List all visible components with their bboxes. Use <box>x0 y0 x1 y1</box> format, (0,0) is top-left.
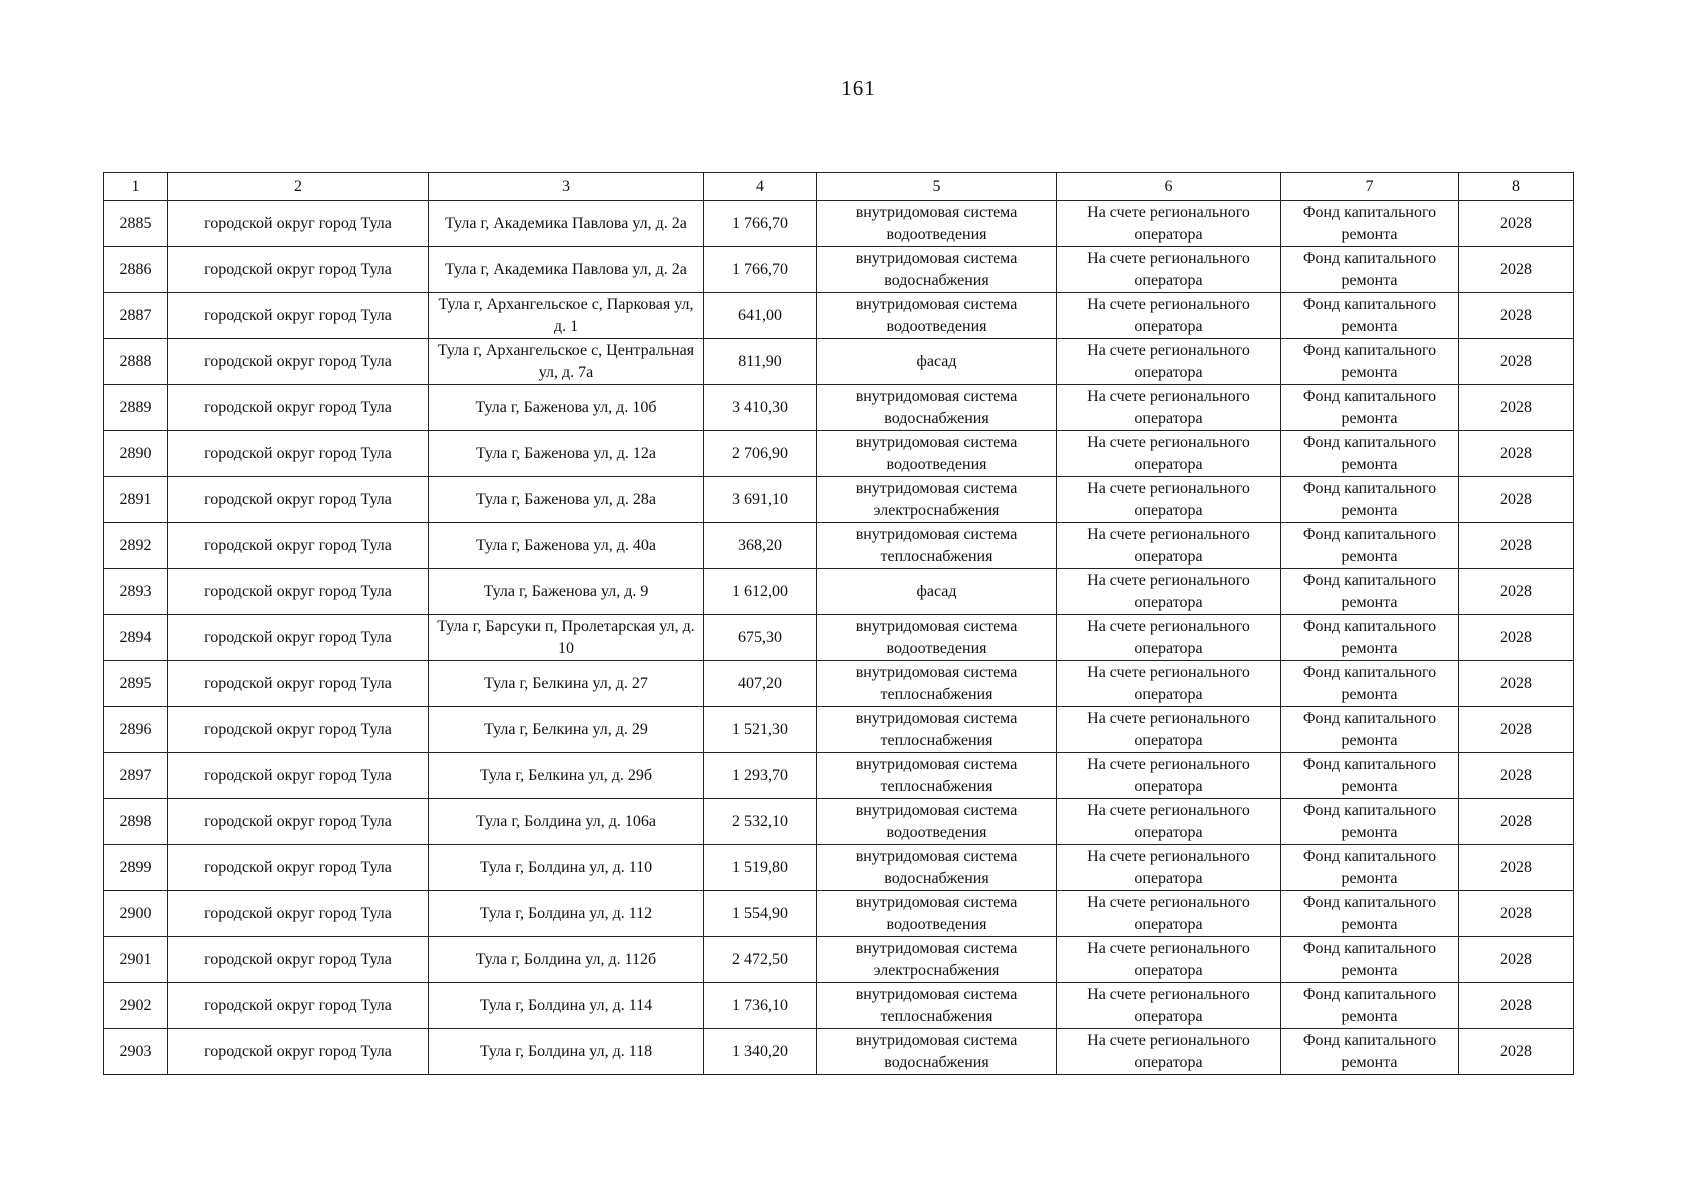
row-number-cell: 2886 <box>104 247 168 293</box>
row-number-cell: 2888 <box>104 339 168 385</box>
table-row <box>104 661 1574 707</box>
table-row <box>104 293 1574 339</box>
row-number-cell: 2895 <box>104 661 168 707</box>
work-type-cell: внутридомовая система водоснабжения <box>817 845 1057 891</box>
municipality-cell: городской округ город Тула <box>168 937 429 983</box>
column-header: 6 <box>1057 173 1281 201</box>
area-cell: 1 612,00 <box>704 569 817 615</box>
area-cell: 1 554,90 <box>704 891 817 937</box>
funding-source-cell: Фонд капитального ремонта <box>1281 753 1459 799</box>
column-header: 7 <box>1281 173 1459 201</box>
area-cell: 1 340,20 <box>704 1029 817 1075</box>
funding-source-cell: Фонд капитального ремонта <box>1281 891 1459 937</box>
table-row <box>104 247 1574 293</box>
row-number-cell: 2897 <box>104 753 168 799</box>
work-type-cell: внутридомовая система теплоснабжения <box>817 661 1057 707</box>
table-row <box>104 385 1574 431</box>
table-row <box>104 339 1574 385</box>
municipality-cell: городской округ город Тула <box>168 201 429 247</box>
year-cell: 2028 <box>1459 707 1574 753</box>
table-row <box>104 707 1574 753</box>
work-type-cell: фасад <box>817 569 1057 615</box>
area-cell: 407,20 <box>704 661 817 707</box>
municipality-cell: городской округ город Тула <box>168 707 429 753</box>
funding-source-cell: Фонд капитального ремонта <box>1281 937 1459 983</box>
row-number-cell: 2887 <box>104 293 168 339</box>
address-cell: Тула г, Архангельское с, Парковая ул, д. 1 <box>429 293 704 339</box>
municipality-cell: городской округ город Тула <box>168 891 429 937</box>
fund-account-cell: На счете регионального оператора <box>1057 385 1281 431</box>
row-number-cell: 2889 <box>104 385 168 431</box>
row-number-cell: 2885 <box>104 201 168 247</box>
fund-account-cell: На счете регионального оператора <box>1057 293 1281 339</box>
row-number-cell: 2894 <box>104 615 168 661</box>
year-cell: 2028 <box>1459 523 1574 569</box>
work-type-cell: внутридомовая система теплоснабжения <box>817 523 1057 569</box>
funding-source-cell: Фонд капитального ремонта <box>1281 247 1459 293</box>
fund-account-cell: На счете регионального оператора <box>1057 339 1281 385</box>
fund-account-cell: На счете регионального оператора <box>1057 523 1281 569</box>
work-type-cell: внутридомовая система электроснабжения <box>817 937 1057 983</box>
area-cell: 641,00 <box>704 293 817 339</box>
funding-source-cell: Фонд капитального ремонта <box>1281 431 1459 477</box>
funding-source-cell: Фонд капитального ремонта <box>1281 569 1459 615</box>
table-row <box>104 431 1574 477</box>
address-cell: Тула г, Академика Павлова ул, д. 2а <box>429 247 704 293</box>
municipality-cell: городской округ город Тула <box>168 431 429 477</box>
work-type-cell: внутридомовая система электроснабжения <box>817 477 1057 523</box>
funding-source-cell: Фонд капитального ремонта <box>1281 983 1459 1029</box>
area-cell: 2 532,10 <box>704 799 817 845</box>
municipality-cell: городской округ город Тула <box>168 339 429 385</box>
municipality-cell: городской округ город Тула <box>168 569 429 615</box>
row-number-cell: 2892 <box>104 523 168 569</box>
year-cell: 2028 <box>1459 937 1574 983</box>
funding-source-cell: Фонд капитального ремонта <box>1281 615 1459 661</box>
year-cell: 2028 <box>1459 845 1574 891</box>
fund-account-cell: На счете регионального оператора <box>1057 247 1281 293</box>
address-cell: Тула г, Академика Павлова ул, д. 2а <box>429 201 704 247</box>
fund-account-cell: На счете регионального оператора <box>1057 891 1281 937</box>
area-cell: 1 766,70 <box>704 201 817 247</box>
column-header: 2 <box>168 173 429 201</box>
area-cell: 1 293,70 <box>704 753 817 799</box>
fund-account-cell: На счете регионального оператора <box>1057 1029 1281 1075</box>
year-cell: 2028 <box>1459 293 1574 339</box>
municipality-cell: городской округ город Тула <box>168 799 429 845</box>
municipality-cell: городской округ город Тула <box>168 845 429 891</box>
fund-account-cell: На счете регионального оператора <box>1057 937 1281 983</box>
address-cell: Тула г, Болдина ул, д. 106а <box>429 799 704 845</box>
year-cell: 2028 <box>1459 983 1574 1029</box>
year-cell: 2028 <box>1459 799 1574 845</box>
year-cell: 2028 <box>1459 201 1574 247</box>
address-cell: Тула г, Болдина ул, д. 112б <box>429 937 704 983</box>
table-row <box>104 799 1574 845</box>
area-cell: 3 691,10 <box>704 477 817 523</box>
fund-account-cell: На счете регионального оператора <box>1057 983 1281 1029</box>
row-number-cell: 2890 <box>104 431 168 477</box>
row-number-cell: 2899 <box>104 845 168 891</box>
column-header: 1 <box>104 173 168 201</box>
area-cell: 3 410,30 <box>704 385 817 431</box>
area-cell: 1 519,80 <box>704 845 817 891</box>
table-row <box>104 477 1574 523</box>
area-cell: 1 766,70 <box>704 247 817 293</box>
funding-source-cell: Фонд капитального ремонта <box>1281 845 1459 891</box>
fund-account-cell: На счете регионального оператора <box>1057 753 1281 799</box>
work-type-cell: фасад <box>817 339 1057 385</box>
capital-repair-table <box>103 172 1574 1075</box>
work-type-cell: внутридомовая система водоотведения <box>817 799 1057 845</box>
fund-account-cell: На счете регионального оператора <box>1057 799 1281 845</box>
address-cell: Тула г, Болдина ул, д. 118 <box>429 1029 704 1075</box>
work-type-cell: внутридомовая система теплоснабжения <box>817 983 1057 1029</box>
table-row <box>104 937 1574 983</box>
year-cell: 2028 <box>1459 431 1574 477</box>
row-number-cell: 2903 <box>104 1029 168 1075</box>
address-cell: Тула г, Болдина ул, д. 114 <box>429 983 704 1029</box>
table-row <box>104 523 1574 569</box>
work-type-cell: внутридомовая система водоснабжения <box>817 385 1057 431</box>
municipality-cell: городской округ город Тула <box>168 385 429 431</box>
address-cell: Тула г, Болдина ул, д. 110 <box>429 845 704 891</box>
area-cell: 2 472,50 <box>704 937 817 983</box>
municipality-cell: городской округ город Тула <box>168 983 429 1029</box>
table-row <box>104 1029 1574 1075</box>
row-number-cell: 2891 <box>104 477 168 523</box>
year-cell: 2028 <box>1459 1029 1574 1075</box>
municipality-cell: городской округ город Тула <box>168 661 429 707</box>
year-cell: 2028 <box>1459 477 1574 523</box>
municipality-cell: городской округ город Тула <box>168 293 429 339</box>
fund-account-cell: На счете регионального оператора <box>1057 569 1281 615</box>
row-number-cell: 2901 <box>104 937 168 983</box>
work-type-cell: внутридомовая система водоснабжения <box>817 247 1057 293</box>
address-cell: Тула г, Баженова ул, д. 9 <box>429 569 704 615</box>
fund-account-cell: На счете регионального оператора <box>1057 477 1281 523</box>
area-cell: 368,20 <box>704 523 817 569</box>
year-cell: 2028 <box>1459 661 1574 707</box>
address-cell: Тула г, Баженова ул, д. 10б <box>429 385 704 431</box>
municipality-cell: городской округ город Тула <box>168 523 429 569</box>
area-cell: 1 521,30 <box>704 707 817 753</box>
fund-account-cell: На счете регионального оператора <box>1057 661 1281 707</box>
year-cell: 2028 <box>1459 569 1574 615</box>
address-cell: Тула г, Белкина ул, д. 27 <box>429 661 704 707</box>
work-type-cell: внутридомовая система водоотведения <box>817 891 1057 937</box>
municipality-cell: городской округ город Тула <box>168 753 429 799</box>
year-cell: 2028 <box>1459 247 1574 293</box>
funding-source-cell: Фонд капитального ремонта <box>1281 339 1459 385</box>
funding-source-cell: Фонд капитального ремонта <box>1281 293 1459 339</box>
year-cell: 2028 <box>1459 891 1574 937</box>
fund-account-cell: На счете регионального оператора <box>1057 201 1281 247</box>
column-header: 8 <box>1459 173 1574 201</box>
fund-account-cell: На счете регионального оператора <box>1057 431 1281 477</box>
municipality-cell: городской округ город Тула <box>168 247 429 293</box>
row-number-cell: 2902 <box>104 983 168 1029</box>
year-cell: 2028 <box>1459 339 1574 385</box>
area-cell: 1 736,10 <box>704 983 817 1029</box>
row-number-cell: 2893 <box>104 569 168 615</box>
year-cell: 2028 <box>1459 385 1574 431</box>
table-row <box>104 845 1574 891</box>
year-cell: 2028 <box>1459 753 1574 799</box>
address-cell: Тула г, Белкина ул, д. 29б <box>429 753 704 799</box>
municipality-cell: городской округ город Тула <box>168 615 429 661</box>
column-number-row <box>104 173 1574 201</box>
row-number-cell: 2896 <box>104 707 168 753</box>
work-type-cell: внутридомовая система водоотведения <box>817 431 1057 477</box>
address-cell: Тула г, Белкина ул, д. 29 <box>429 707 704 753</box>
fund-account-cell: На счете регионального оператора <box>1057 707 1281 753</box>
column-header: 3 <box>429 173 704 201</box>
work-type-cell: внутридомовая система водоснабжения <box>817 1029 1057 1075</box>
work-type-cell: внутридомовая система водоотведения <box>817 293 1057 339</box>
table-row <box>104 891 1574 937</box>
municipality-cell: городской округ город Тула <box>168 1029 429 1075</box>
funding-source-cell: Фонд капитального ремонта <box>1281 385 1459 431</box>
address-cell: Тула г, Баженова ул, д. 40а <box>429 523 704 569</box>
table-row <box>104 201 1574 247</box>
table-row <box>104 569 1574 615</box>
fund-account-cell: На счете регионального оператора <box>1057 615 1281 661</box>
funding-source-cell: Фонд капитального ремонта <box>1281 523 1459 569</box>
address-cell: Тула г, Баженова ул, д. 12а <box>429 431 704 477</box>
funding-source-cell: Фонд капитального ремонта <box>1281 799 1459 845</box>
table-row <box>104 615 1574 661</box>
address-cell: Тула г, Болдина ул, д. 112 <box>429 891 704 937</box>
fund-account-cell: На счете регионального оператора <box>1057 845 1281 891</box>
area-cell: 675,30 <box>704 615 817 661</box>
work-type-cell: внутридомовая система теплоснабжения <box>817 753 1057 799</box>
funding-source-cell: Фонд капитального ремонта <box>1281 201 1459 247</box>
municipality-cell: городской округ город Тула <box>168 477 429 523</box>
year-cell: 2028 <box>1459 615 1574 661</box>
area-cell: 2 706,90 <box>704 431 817 477</box>
address-cell: Тула г, Архангельское с, Центральная ул, д. 7а <box>429 339 704 385</box>
funding-source-cell: Фонд капитального ремонта <box>1281 707 1459 753</box>
row-number-cell: 2900 <box>104 891 168 937</box>
address-cell: Тула г, Барсуки п, Пролетарская ул, д. 10 <box>429 615 704 661</box>
row-number-cell: 2898 <box>104 799 168 845</box>
work-type-cell: внутридомовая система теплоснабжения <box>817 707 1057 753</box>
funding-source-cell: Фонд капитального ремонта <box>1281 1029 1459 1075</box>
funding-source-cell: Фонд капитального ремонта <box>1281 477 1459 523</box>
address-cell: Тула г, Баженова ул, д. 28а <box>429 477 704 523</box>
column-header: 4 <box>704 173 817 201</box>
page-number: 161 <box>841 76 876 100</box>
table-row <box>104 753 1574 799</box>
work-type-cell: внутридомовая система водоотведения <box>817 615 1057 661</box>
table-row <box>104 983 1574 1029</box>
funding-source-cell: Фонд капитального ремонта <box>1281 661 1459 707</box>
work-type-cell: внутридомовая система водоотведения <box>817 201 1057 247</box>
column-header: 5 <box>817 173 1057 201</box>
area-cell: 811,90 <box>704 339 817 385</box>
